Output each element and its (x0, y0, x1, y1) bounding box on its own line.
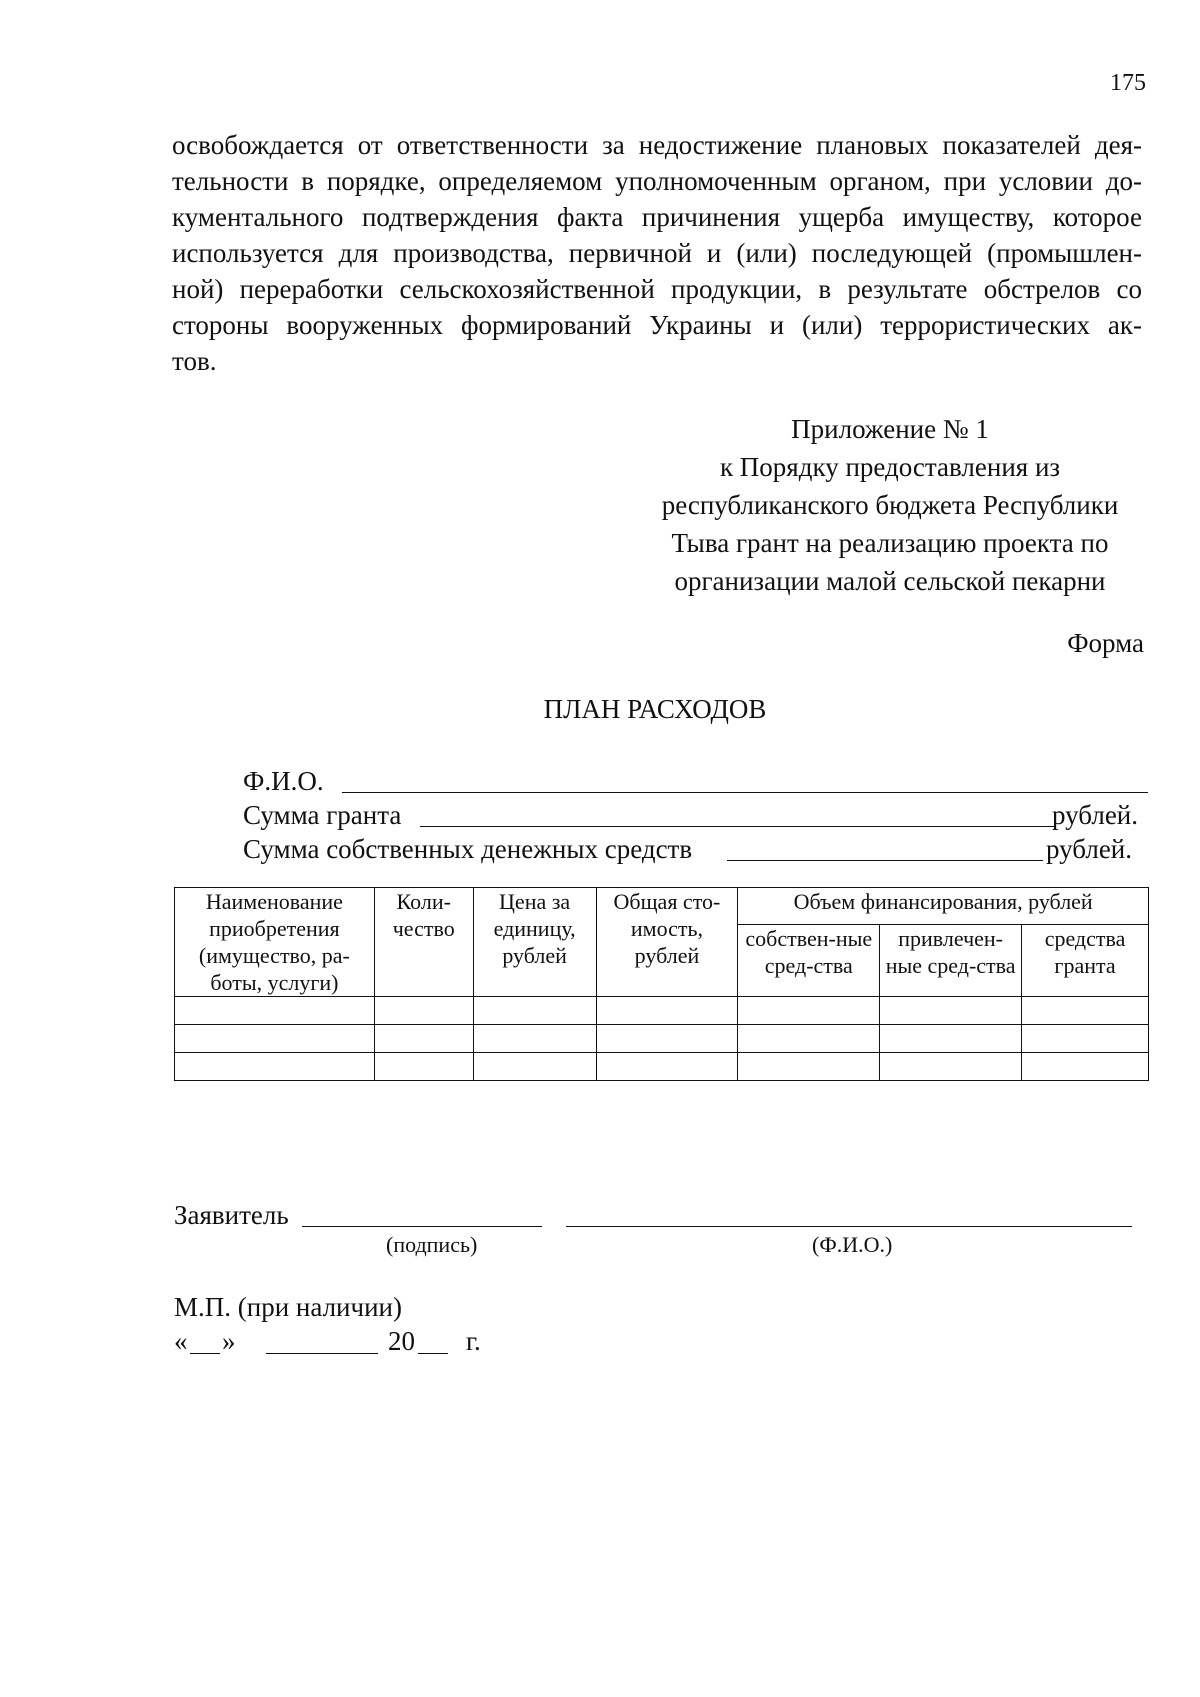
applicant-fio-underline[interactable] (566, 1226, 1132, 1227)
table-cell[interactable] (738, 997, 880, 1025)
table-cell[interactable] (374, 997, 473, 1025)
appendix-line: организации малой сельской пекарни (674, 566, 1106, 596)
signature-underline[interactable] (302, 1226, 542, 1227)
date-year-prefix: 20 (388, 1326, 415, 1356)
grant-amount-label: Сумма гранта (243, 800, 402, 830)
date-open-quote: « (174, 1326, 188, 1356)
table-cell[interactable] (175, 997, 375, 1025)
header-grant-funds: средства гранта (1022, 924, 1149, 996)
own-funds-label: Сумма собственных денежных средств (243, 834, 693, 864)
date-day-underline[interactable] (190, 1353, 220, 1354)
paragraph-line: стороны вооруженных формирований Украины и (или) террористических ак- (172, 310, 1142, 340)
expense-plan-table (174, 887, 1149, 1081)
table-cell[interactable] (880, 997, 1022, 1025)
applicant-label: Заявитель (174, 1200, 289, 1230)
appendix-line: Тыва грант на реализацию проекта по (671, 528, 1109, 558)
paragraph-line: используется для производства, первичной и (или) последующей (промышлен- (172, 238, 1142, 268)
header-unit-price: Цена за единицу, рублей (473, 888, 596, 997)
table-cell[interactable] (596, 1025, 738, 1053)
table-cell[interactable] (596, 1053, 738, 1081)
signature-caption: (подпись) (386, 1232, 478, 1257)
appendix-line: к Порядку предоставления из (719, 452, 1061, 482)
table-row (175, 997, 1149, 1025)
appendix-line: Приложение № 1 (791, 414, 989, 444)
table-row (175, 1053, 1149, 1081)
header-attracted-funds: привлечен-ные сред-ства (880, 924, 1022, 996)
fio-field (243, 764, 324, 798)
stamp-label: М.П. (при наличии) (174, 1292, 402, 1322)
table-cell[interactable] (175, 1025, 375, 1053)
grant-amount-field (243, 798, 401, 832)
paragraph-line: ной) переработки сельскохозяйственной продукции, в результате обстрелов со (172, 274, 1142, 304)
table-cell[interactable] (473, 1025, 596, 1053)
table-cell[interactable] (473, 1053, 596, 1081)
page-number: 175 (1110, 70, 1146, 96)
own-funds-underline[interactable] (727, 860, 1043, 861)
table-cell[interactable] (473, 997, 596, 1025)
fio-underline[interactable] (342, 792, 1148, 793)
grant-amount-underline[interactable] (420, 826, 1056, 827)
table-cell[interactable] (738, 1025, 880, 1053)
table-cell[interactable] (1022, 1053, 1149, 1081)
paragraph-line: тельности в порядке, определяемом уполномоченным органом, при условии до- (172, 166, 1142, 196)
table-cell[interactable] (596, 997, 738, 1025)
header-name: Наименование приобретения (имущество, ра-боты, услуги) (175, 888, 375, 997)
table-row (175, 1025, 1149, 1053)
header-own-funds: собствен-ные сред-ства (738, 924, 880, 996)
date-line (174, 1324, 514, 1358)
own-funds-field (243, 832, 692, 866)
own-funds-currency-unit: рублей. (1046, 834, 1133, 864)
header-financing-group: Объем финансирования, рублей (738, 888, 1149, 925)
table-cell[interactable] (880, 1053, 1022, 1081)
header-quantity: Коли-чество (374, 888, 473, 997)
table-cell[interactable] (1022, 1025, 1149, 1053)
form-label: Форма (1067, 628, 1144, 658)
appendix-line: республиканского бюджета Республики (661, 490, 1119, 520)
header-total-cost: Общая сто-имость, рублей (596, 888, 738, 997)
table-cell[interactable] (1022, 997, 1149, 1025)
table-cell[interactable] (880, 1025, 1022, 1053)
table-cell[interactable] (175, 1053, 375, 1081)
date-month-underline[interactable] (266, 1353, 378, 1354)
paragraph-line: освобождается от ответственности за недостижение плановых показателей дея- (172, 130, 1142, 160)
date-year-suffix: г. (466, 1326, 481, 1356)
fio-caption: (Ф.И.О.) (812, 1232, 893, 1257)
fio-label: Ф.И.О. (243, 766, 324, 796)
table-cell[interactable] (374, 1025, 473, 1053)
table-cell[interactable] (738, 1053, 880, 1081)
paragraph-line: кументального подтверждения факта причинения ущерба имуществу, которое (172, 202, 1142, 232)
date-year-underline[interactable] (418, 1353, 448, 1354)
document-title: ПЛАН РАСХОДОВ (543, 694, 767, 724)
paragraph-line: тов. (172, 346, 217, 376)
table-cell[interactable] (374, 1053, 473, 1081)
date-close-quote: » (222, 1326, 236, 1356)
grant-currency-unit: рублей. (1052, 800, 1139, 830)
